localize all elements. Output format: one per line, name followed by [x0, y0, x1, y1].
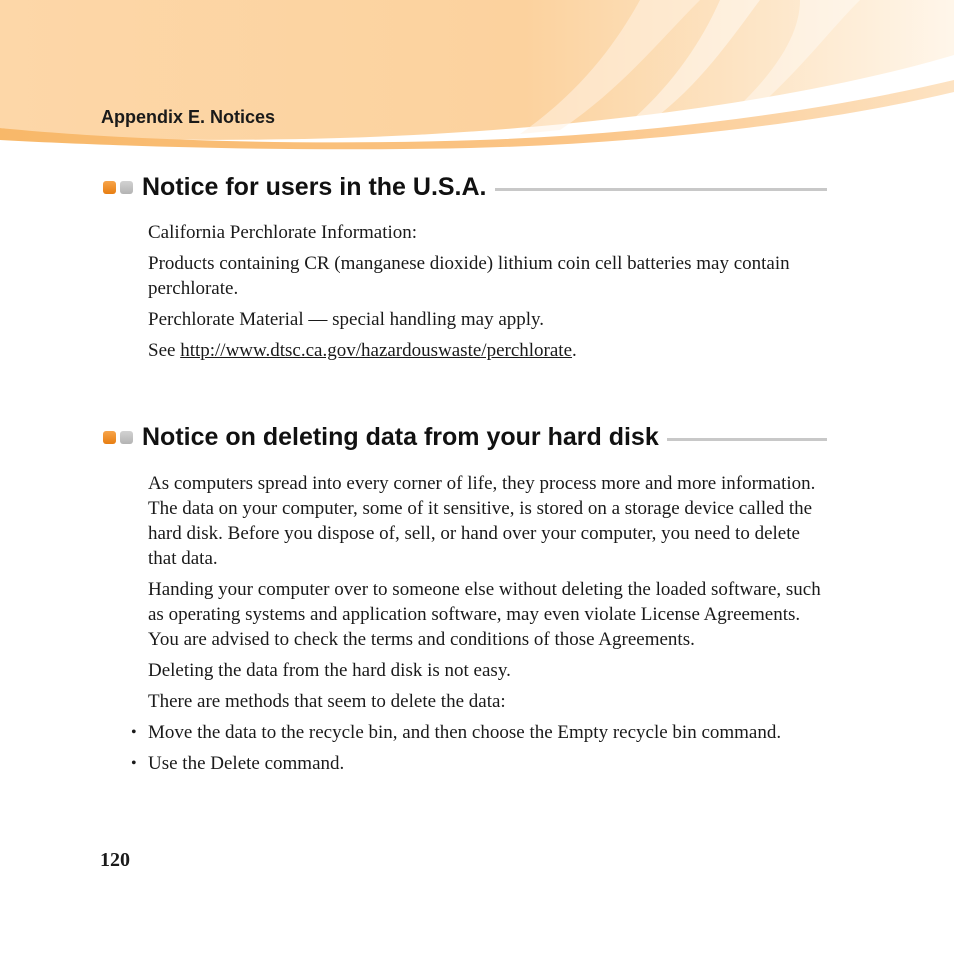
heading-text: Notice for users in the U.S.A.	[142, 172, 487, 201]
see-link-paragraph	[148, 338, 828, 363]
paragraph: Handing your computer over to someone else without deleting the loaded software, such as operating systems and application software, may even violate License Agreements. You are advised to check the terms and conditions of those Agreements.	[148, 579, 821, 650]
delete-methods-list	[148, 720, 828, 776]
gray-square-bullet-icon	[120, 181, 133, 194]
paragraph: Products containing CR (manganese dioxide) lithium coin cell batteries may contain perchlorate.	[148, 253, 790, 299]
paragraph: Perchlorate Material — special handling may apply.	[148, 309, 545, 330]
list-item: • Use the Delete command.	[127, 751, 828, 776]
page-number: 120	[100, 849, 130, 871]
heading-rule	[495, 188, 827, 191]
gray-square-bullet-icon	[120, 431, 133, 444]
heading-rule	[667, 438, 827, 441]
list-item: • Move the data to the recycle bin, and then choose the Empty recycle bin command.	[127, 720, 828, 745]
paragraph: As computers spread into every corner of life, they process more and more information. The data on your computer, some of it sensitive, is stored on a storage device called the hard disk. Before you dispose of, sell, or hand over your computer, you need to delete that data.	[148, 473, 816, 569]
heading-bullets	[103, 181, 133, 194]
orange-square-bullet-icon	[103, 431, 116, 444]
hard-disk-notice-body	[148, 471, 828, 782]
usa-notice-body	[148, 220, 828, 369]
see-suffix: .	[572, 340, 577, 361]
heading-bullets	[103, 431, 133, 444]
heading-text: Notice on deleting data from your hard disk	[142, 422, 659, 451]
section-header-label: Appendix E. Notices	[101, 107, 276, 127]
paragraph: There are methods that seem to delete the data:	[148, 691, 506, 712]
paragraph: Deleting the data from the hard disk is not easy.	[148, 660, 511, 681]
paragraph: California Perchlorate Information:	[148, 222, 418, 243]
see-prefix: See	[148, 340, 181, 361]
section-heading-usa	[103, 171, 827, 203]
section-heading-hard-disk	[103, 421, 827, 453]
perchlorate-link[interactable]: http://www.dtsc.ca.gov/hazardouswaste/perchlorate	[180, 340, 573, 361]
orange-square-bullet-icon	[103, 181, 116, 194]
